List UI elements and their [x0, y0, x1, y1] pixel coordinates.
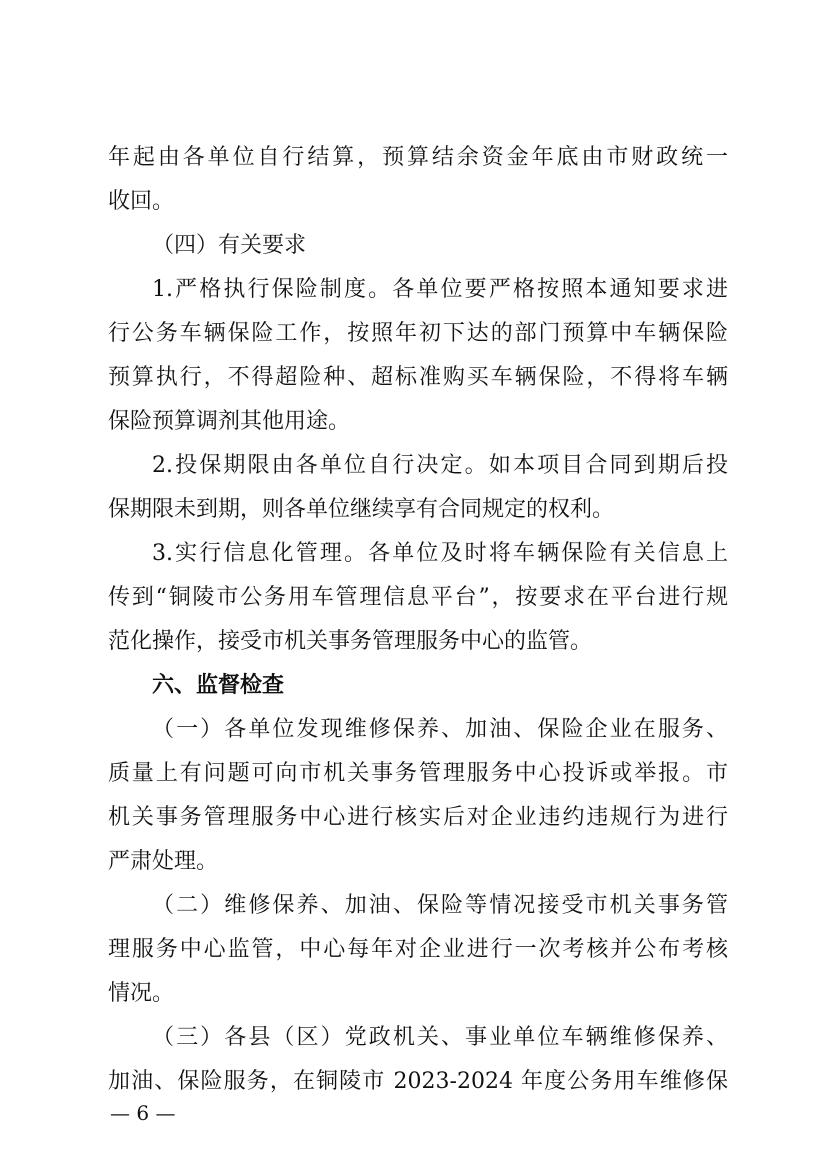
paragraph-line: 3.实行信息化管理。各单位及时将车辆保险有关信息上	[152, 541, 728, 566]
paragraph-line: 保期限未到期，则各单位继续享有合同规定的权利。	[108, 497, 615, 522]
section-heading: 六、监督检查	[152, 673, 285, 698]
paragraph-line: 行公务车辆保险工作，按照年初下达的部门预算中车辆保险	[108, 321, 728, 346]
paragraph-line: 严肃处理。	[108, 849, 219, 874]
paragraph-line: 质量上有问题可向市机关事务管理服务中心投诉或举报。市	[108, 761, 728, 786]
paragraph-line: 预算执行，不得超险种、超标准购买车辆保险，不得将车辆	[108, 365, 728, 390]
paragraph-line: （一）各单位发现维修保养、加油、保险企业在服务、	[152, 717, 728, 742]
paragraph-line: 1.严格执行保险制度。各单位要严格按照本通知要求进	[152, 277, 728, 302]
paragraph-line: 情况。	[108, 981, 175, 1006]
paragraph-line: 理服务中心监管，中心每年对企业进行一次考核并公布考核	[108, 937, 728, 962]
paragraph-line: 年起由各单位自行结算，预算结余资金年底由市财政统一	[108, 145, 728, 170]
paragraph-line: 2.投保期限由各单位自行决定。如本项目合同到期后投	[152, 453, 728, 478]
paragraph-line: 传到“铜陵市公务用车管理信息平台”，按要求在平台进行规	[108, 585, 728, 610]
paragraph-line: 加油、保险服务，在铜陵市 2023-2024 年度公务用车维修保	[108, 1069, 728, 1094]
section-subheading: （四）有关要求	[152, 233, 307, 258]
paragraph-line: 保险预算调剂其他用途。	[108, 409, 351, 434]
paragraph-line: 机关事务管理服务中心进行核实后对企业违约违规行为进行	[108, 805, 728, 830]
paragraph-line: 范化操作，接受市机关事务管理服务中心的监管。	[108, 629, 593, 654]
paragraph-line: 收回。	[108, 189, 175, 214]
paragraph-line: （三）各县（区）党政机关、事业单位车辆维修保养、	[152, 1025, 728, 1050]
page-number: — 6 —	[110, 1101, 176, 1125]
paragraph-line: （二）维修保养、加油、保险等情况接受市机关事务管	[152, 893, 728, 918]
